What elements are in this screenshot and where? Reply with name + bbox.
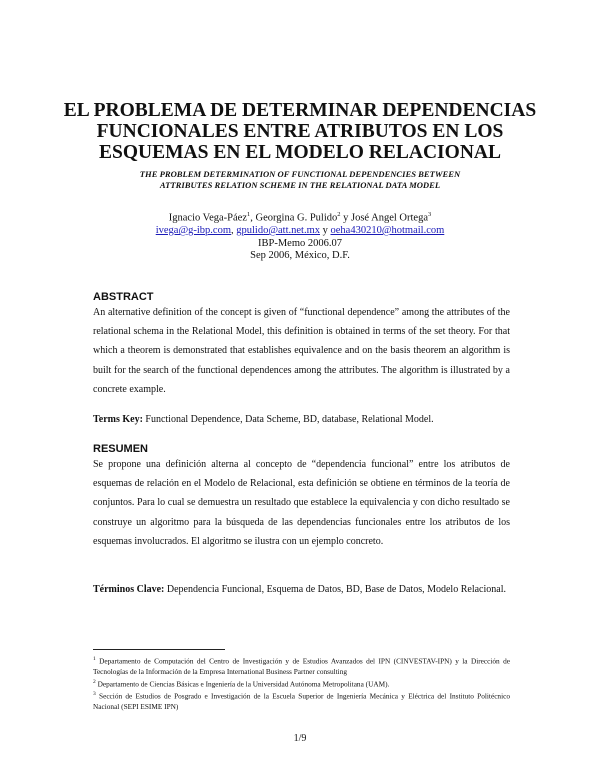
subtitle-line: ATTRIBUTES RELATION SCHEME IN THE RELATIONAL DATA MODEL [159,179,441,190]
resumen-keywords [93,580,510,599]
paper-title [60,100,540,163]
title-line: FUNCIONALES ENTRE ATRIBUTOS EN LOS [96,121,504,142]
footnote-mark: 3 [427,211,432,218]
keywords-label: Terms Key: [93,414,143,425]
abstract-text: An alternative definition of the concept is given of “functional dependence” among the attributes of the relational schema in the Relational Model, this definition is obtained in terms of the set theory. For that which a theorem is demonstrated that establishes equivalence and on the basis theorem an algorithm is built for the search of the functional dependences among the attributes. The algorithm is illustrated by a concrete example. [93,307,510,395]
keywords-label: Términos Clave: [93,584,165,595]
footnotes [93,654,510,712]
footnote [93,689,510,712]
author-name: José Angel Ortega [351,212,428,224]
email-link[interactable]: gpulido@att.net.mx [236,225,320,236]
separator: , [250,212,256,224]
footnote-text: Sección de Estudios de Posgrado e Investigación de la Escuela Superior de Ingeniería Mecánica y Eléctrica del Instituto Politécnico Nacional (SEPI ESIME IPN) [93,691,510,712]
footnote [93,677,510,690]
footnote-mark: 2 [93,678,96,685]
author-block [60,209,540,263]
footnote-mark: 1 [93,656,96,662]
author-name: Georgina G. Pulido [255,212,338,224]
footnote-divider [93,649,225,650]
footnote-text: Departamento de Ciencias Básicas e Ingeniería de la Universidad Autónoma Metropolitana (UAM). [95,679,390,689]
title-line: EL PROBLEMA DE DETERMINAR DEPENDENCIAS [63,100,537,121]
page-number: 1/9 [293,733,307,744]
separator: y [340,212,351,224]
resumen-heading: RESUMEN [93,443,149,455]
author-names [60,209,540,225]
footnote-mark: 3 [93,691,96,698]
footnote-text: Departamento de Computación del Centro de Investigación y de Estudios Avanzados del IPN (CINVESTAV-IPN) y la Dirección de Tecnologías de la Información de la Empresa International Business Partner consulting [93,656,510,676]
report-number: IBP-Memo 2006.07 [258,237,342,249]
email-link[interactable]: oeha430210@hotmail.com [330,225,445,236]
email-link[interactable]: ivega@g-ibp.com [155,225,231,236]
subtitle-line: THE PROBLEM DETERMINATION OF FUNCTIONAL DEPENDENCIES BETWEEN [139,169,461,179]
title-line: ESQUEMAS EN EL MODELO RELACIONAL [99,142,501,163]
paper-subtitle [60,169,540,190]
author-name: Ignacio Vega-Páez [168,212,247,224]
keywords-text: Dependencia Funcional, Esquema de Datos, BD, Base de Datos, Modelo Relacional. [164,584,506,595]
footnote [93,654,510,677]
separator: , [231,225,237,236]
separator: y [320,225,331,236]
author-emails [60,225,540,238]
resumen-text: Se propone una definición alterna al concepto de “dependencia funcional” entre los atributos de esquemas de relación en el Modelo de Relacional, esta definición se obtiene en términos de la teoría de conjuntos. Para lo cual se demuestra un resultado que establece la equivalencia y con dicho resultado se construye un algoritmo para la búsqueda de las dependencias funcionales entre los atributos de los esquemas involucrados. El algoritmo se ilustra con un ejemplo concreto. [93,459,510,547]
footnote-mark: 2 [337,211,341,218]
keywords-text: Functional Dependence, Data Scheme, BD, database, Relational Model. [142,414,434,425]
abstract-heading: ABSTRACT [93,291,154,303]
footnote-mark: 1 [246,211,251,218]
abstract-keywords [93,410,510,429]
report-date: Sep 2006, México, D.F. [250,250,350,261]
